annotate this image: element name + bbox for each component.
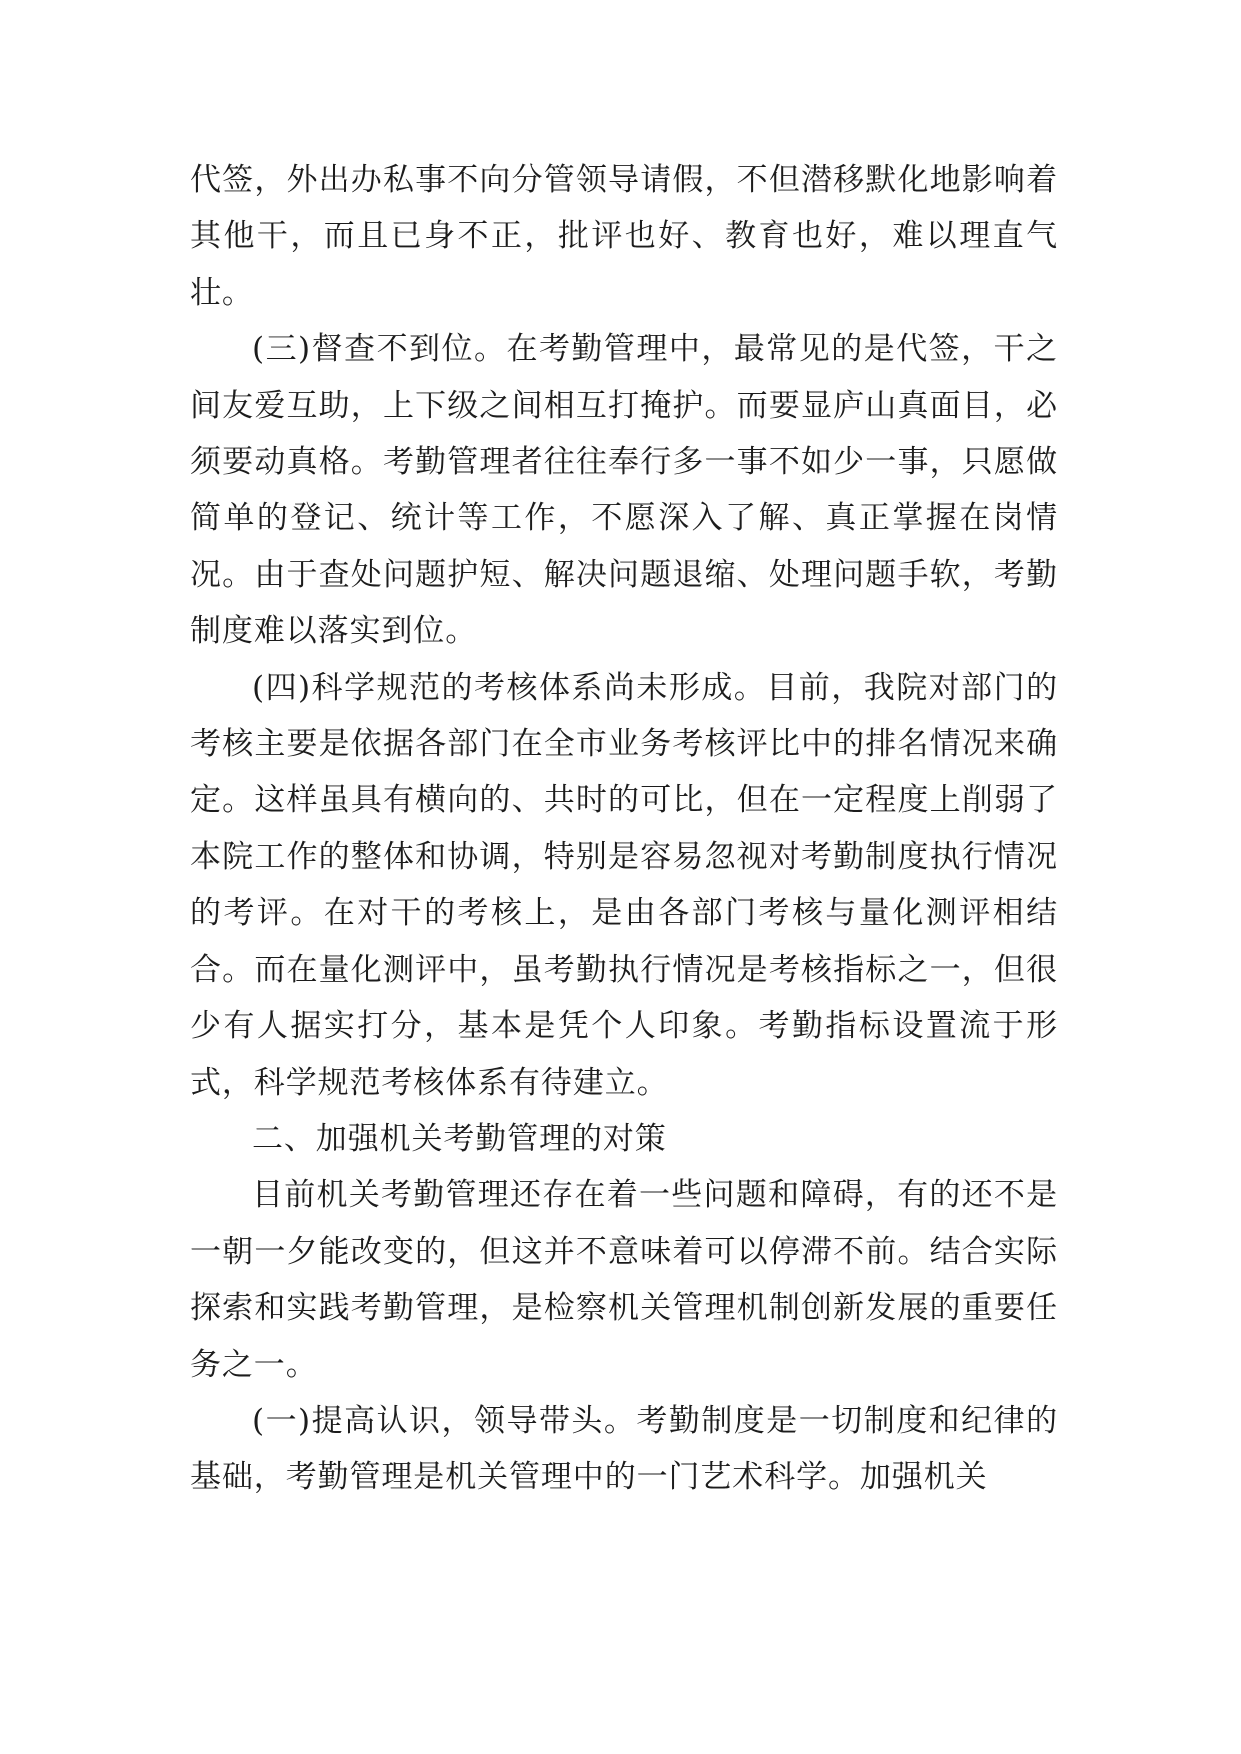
paragraph-countermeasures-intro: 目前机关考勤管理还存在着一些问题和障碍，有的还不是一朝一夕能改变的，但这并不意味着可以停滞不前。结合实际探索和实践考勤管理，是检察机关管理机制创新发展的重要任务之一。 bbox=[190, 1177, 1058, 1383]
document-body bbox=[190, 152, 1058, 1506]
paragraph-supervision-issue: (三)督查不到位。在考勤管理中，最常见的是代签，干之间友爱互助，上下级之间相互打掩护。而要显庐山真面目，必须要动真格。考勤管理者往往奉行多一事不如少一事，只愿做简单的登记、统计等工作，不愿深入了解、真正掌握在岗情况。由于查处问题护短、解决问题退缩、处理问题手软，考勤制度难以落实到位。 bbox=[190, 331, 1058, 650]
section-heading-countermeasures: 二、加强机关考勤管理的对策 bbox=[252, 1120, 667, 1157]
paragraph-leadership: (一)提高认识，领导带头。考勤制度是一切制度和纪律的基础，考勤管理是机关管理中的一门艺术科学。加强机关 bbox=[190, 1402, 1058, 1496]
paragraph-assessment-system: (四)科学规范的考核体系尚未形成。目前，我院对部门的考核主要是依据各部门在全市业务考核评比中的排名情况来确定。这样虽具有横向的、共时的可比，但在一定程度上削弱了本院工作的整体和协调，特别是容易忽视对考勤制度执行情况的考评。在对干的考核上，是由各部门考核与量化测评相结合。而在量化测评中，虽考勤执行情况是考核指标之一，但很少有人据实打分，基本是凭个人印象。考勤指标设置流于形式，科学规范考核体系有待建立。 bbox=[190, 669, 1058, 1101]
paragraph-continuation: 代签，外出办私事不向分管领导请假，不但潜移默化地影响着其他干，而且已身不正，批评也好、教育也好，难以理直气壮。 bbox=[190, 162, 1058, 311]
